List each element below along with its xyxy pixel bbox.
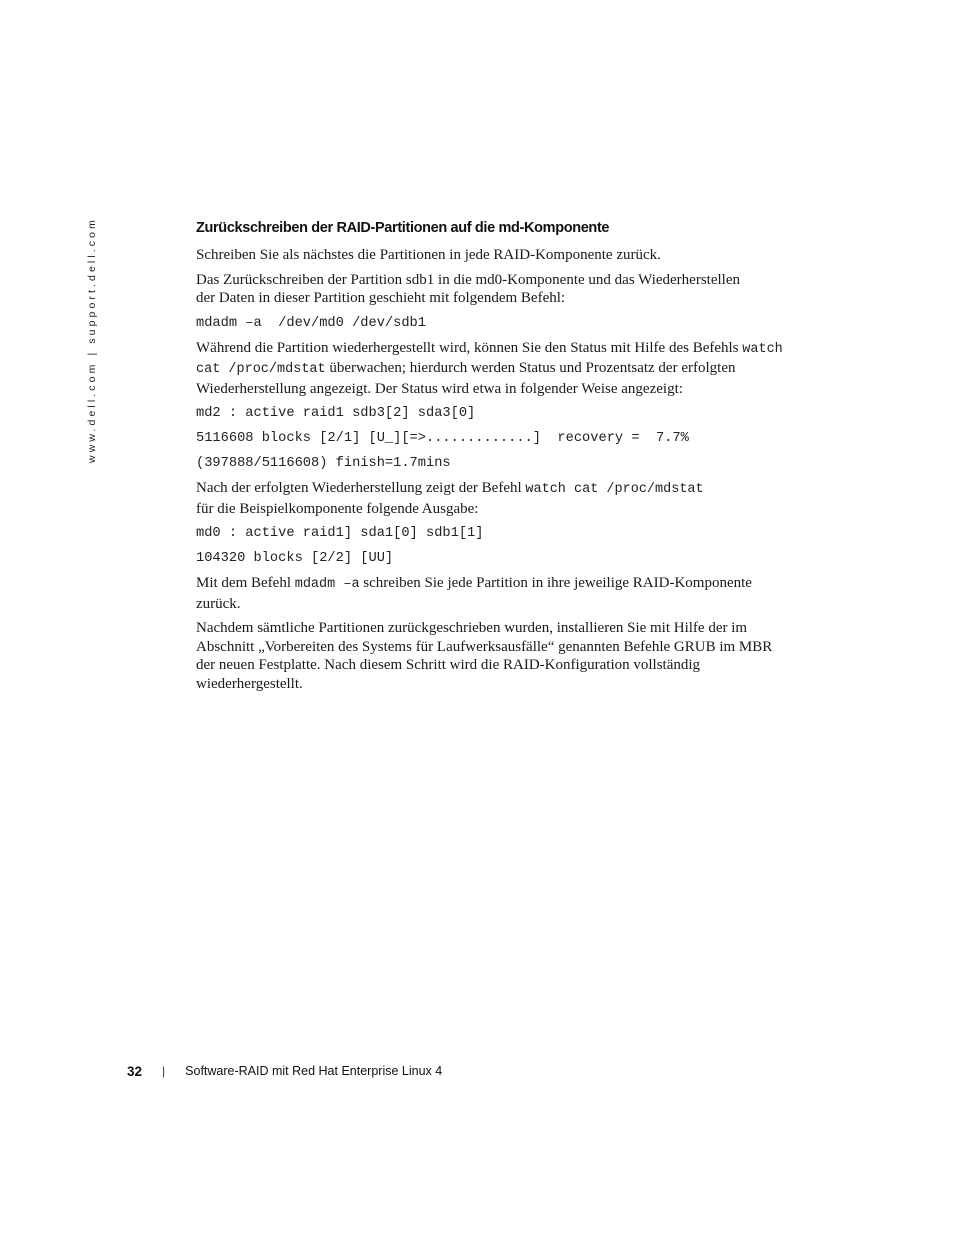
code-status-line-2: 5116608 blocks [2/1] [U_][=>.............] recovery = 7.7% bbox=[196, 431, 689, 446]
section-heading: Zurückschreiben der RAID-Partitionen auf die md-Komponente bbox=[196, 220, 610, 236]
paragraph-mdadm-text-3: zurück. bbox=[196, 595, 241, 612]
sidebar-url bbox=[85, 217, 99, 463]
paragraph-grub-line-4: wiederhergestellt. bbox=[196, 675, 303, 692]
paragraph-grub-install bbox=[196, 619, 816, 693]
paragraph-after-text-1: Nach der erfolgten Wiederherstellung zeigt der Befehl bbox=[196, 480, 526, 496]
main-content bbox=[196, 219, 816, 699]
paragraph-after-restore bbox=[196, 479, 816, 518]
page-number: 32 bbox=[127, 1063, 143, 1079]
code-mdadm-add: mdadm –a /dev/md0 /dev/sdb1 bbox=[196, 315, 426, 331]
inline-code-mdadm-a: mdadm –a bbox=[294, 577, 360, 592]
paragraph-grub-line-2: Abschnitt „Vorbereiten des Systems für Laufwerksausfälle“ genannten Befehle GRUB im MBR bbox=[196, 638, 773, 655]
paragraph-grub-line-1: Nachdem sämtliche Partitionen zurückgeschrieben wurden, installieren Sie mit Hilfe der im bbox=[196, 620, 748, 636]
paragraph-status-watch bbox=[196, 339, 816, 399]
page-footer bbox=[127, 1061, 442, 1081]
paragraph-intro bbox=[196, 246, 816, 265]
paragraph-mdadm-text-2: schreiben Sie jede Partition in ihre jeweilige RAID-Komponente bbox=[359, 575, 752, 591]
paragraph-restore-command bbox=[196, 271, 816, 308]
paragraph-grub-line-3: der neuen Festplatte. Nach diesem Schritt wird die RAID-Konfiguration vollständig bbox=[196, 657, 701, 673]
inline-code-watch: watch bbox=[742, 341, 783, 357]
inline-code-cat-mdstat: cat /proc/mdstat bbox=[196, 362, 326, 377]
paragraph-status-text-2: überwachen; hierdurch werden Status und Prozentsatz der erfolgten bbox=[325, 360, 736, 376]
paragraph-mdadm-text-1: Mit dem Befehl bbox=[196, 575, 295, 591]
paragraph-restore-line-2: der Daten in dieser Partition geschieht mit folgendem Befehl: bbox=[196, 290, 566, 306]
code-output-line-2: 104320 blocks [2/2] [UU] bbox=[196, 551, 394, 566]
paragraph-status-text-3: Wiederherstellung angezeigt. Der Status wird etwa in folgender Weise angezeigt: bbox=[196, 380, 683, 397]
paragraph-intro-text: Schreiben Sie als nächstes die Partitionen in jede RAID-Komponente zurück. bbox=[196, 247, 661, 263]
paragraph-status-text-1: Während die Partition wiederhergestellt wird, können Sie den Status mit Hilfe des Befehls bbox=[196, 339, 743, 356]
inline-code-watch-cat-mdstat: watch cat /proc/mdstat bbox=[525, 482, 704, 497]
sidebar-url-text: www.dell.com | support.dell.com bbox=[86, 217, 99, 463]
footer-separator: | bbox=[162, 1064, 166, 1078]
code-status-line-3: (397888/5116608) finish=1.7mins bbox=[196, 456, 451, 471]
paragraph-after-text-2: für die Beispielkomponente folgende Ausgabe: bbox=[196, 500, 479, 517]
paragraph-mdadm-usage bbox=[196, 574, 816, 613]
code-status-line-1: md2 : active raid1 sdb3[2] sda3[0] bbox=[196, 406, 476, 421]
code-output-line-1: md0 : active raid1] sda1[0] sdb1[1] bbox=[196, 526, 484, 541]
footer-title: Software-RAID mit Red Hat Enterprise Linux 4 bbox=[185, 1064, 443, 1078]
paragraph-restore-line-1: Das Zurückschreiben der Partition sdb1 in die md0-Komponente und das Wiederherstellen bbox=[196, 271, 740, 288]
